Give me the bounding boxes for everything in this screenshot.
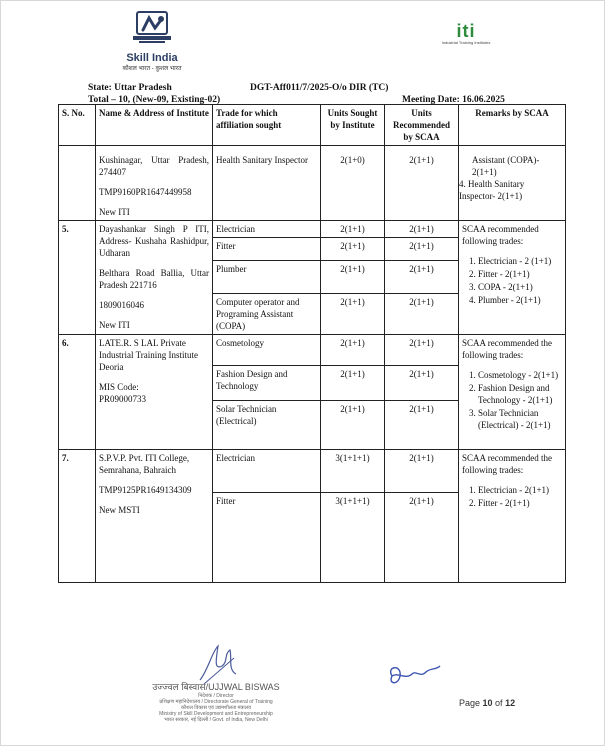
cell-sno: 7. xyxy=(59,450,96,583)
header-sought: Units Sought by Institute xyxy=(321,105,385,146)
skill-india-logo xyxy=(112,10,192,72)
institute-name: S.P.V.P. Pvt. ITI College, Semrahana, Bahraich xyxy=(99,453,190,475)
cell-recommended: 2(1+1) xyxy=(385,238,459,261)
remarks-list xyxy=(462,369,562,431)
cell-recommended: 2(1+1) xyxy=(385,450,459,493)
remarks-intro: SCAA recommended the following trades: xyxy=(462,338,552,360)
remark-item: 4. Plumber - 2(1+1) xyxy=(478,294,562,306)
institute-mis-code: MIS Code: PR09000733 xyxy=(99,382,147,404)
institute-code: TMP9160PR1647449958 xyxy=(99,187,192,197)
institute-address: Belthara Road Ballia, Uttar Pradesh 221716 xyxy=(99,268,209,290)
institute-phone: 1809016046 xyxy=(99,300,144,310)
remark-item: 3. COPA - 2(1+1) xyxy=(478,281,562,293)
cell-sought: 2(1+1) xyxy=(321,221,385,238)
cell-recommended: 2(1+1) xyxy=(385,261,459,294)
cell-sno: 6. xyxy=(59,335,96,450)
cell-sought: 2(1+1) xyxy=(321,401,385,450)
remark-item: 3. Solar Technician (Electrical) - 2(1+1) xyxy=(478,407,562,431)
skill-india-brand: Skill India xyxy=(126,52,178,64)
cell-remarks xyxy=(459,146,566,221)
remarks-list xyxy=(462,484,562,509)
cell-trade: Fashion Design and Technology xyxy=(213,366,321,401)
table-row-6 xyxy=(59,335,566,366)
cell-sno: 5. xyxy=(59,221,96,335)
cell-sought: 2(1+1) xyxy=(321,238,385,261)
page-number: Page 10 of 12 xyxy=(459,698,516,708)
iti-logo xyxy=(431,22,501,45)
cell-trade: Electrician xyxy=(213,450,321,493)
cell-sought: 3(1+1+1) xyxy=(321,493,385,583)
iti-mark: iti xyxy=(456,21,476,41)
document-page xyxy=(4,0,601,744)
signatory-block xyxy=(136,680,296,723)
table-row-continued xyxy=(59,146,566,221)
cell-institute xyxy=(96,146,213,221)
cell-trade: Fitter xyxy=(213,493,321,583)
remark-item: 4. Health Sanitary Inspector- 2(1+1) xyxy=(459,179,525,201)
table-row-7 xyxy=(59,450,566,493)
table-row-5 xyxy=(59,221,566,238)
cell-sought: 3(1+1+1) xyxy=(321,450,385,493)
header-remarks: Remarks by SCAA xyxy=(459,105,566,146)
cell-trade: Computer operator and Programing Assistant (COPA) xyxy=(213,294,321,335)
reference-code: DGT-Aff011/7/2025-O/o DIR (TC) xyxy=(250,83,389,93)
cell-trade: Cosmetology xyxy=(213,335,321,366)
institute-name: Dayashankar Singh P ITI, Address- Kushaha Rashidpur, Udharan xyxy=(99,224,209,258)
cell-sought: 2(1+1) xyxy=(321,261,385,294)
cell-recommended: 2(1+1) xyxy=(385,493,459,583)
cell-sno xyxy=(59,146,96,221)
remark-item: 1. Cosmetology - 2(1+1) xyxy=(478,369,562,381)
cell-sought: 2(1+1) xyxy=(321,294,385,335)
cell-recommended: 2(1+1) xyxy=(385,335,459,366)
signatory-line: Ministry of Skill Development and Entrepreneurship xyxy=(159,711,273,717)
header-sno: S. No. xyxy=(59,105,96,146)
table-header-row xyxy=(59,105,566,146)
institute-type: New MSTI xyxy=(99,505,140,515)
remark-item: 2. Fitter - 2(1+1) xyxy=(478,497,562,509)
cell-recommended: 2(1+1) xyxy=(385,366,459,401)
remark-item: 2. Fashion Design and Technology - 2(1+1) xyxy=(478,382,562,406)
cell-remarks xyxy=(459,221,566,335)
cell-sought: 2(1+1) xyxy=(321,366,385,401)
meeting-date: Meeting Date: 16.06.2025 xyxy=(402,95,505,105)
state-label: State: Uttar Pradesh xyxy=(88,83,172,93)
header-recommended: Units Recommended by SCAA xyxy=(385,105,459,146)
remark-item: 1. Electrician - 2 (1+1) xyxy=(478,255,562,267)
cell-recommended: 2(1+1) xyxy=(385,294,459,335)
cell-remarks xyxy=(459,335,566,450)
cell-institute xyxy=(96,450,213,583)
total-count: Total – 10, (New-09, Existing-02) xyxy=(88,95,221,105)
skill-india-emblem-icon xyxy=(129,10,175,46)
remarks-intro: SCAA recommended the following trades: xyxy=(462,453,552,475)
cell-recommended: 2(1+1) xyxy=(385,146,459,221)
institute-type: New ITI xyxy=(99,320,130,330)
signatory-name: उज्ज्वल बिस्वास/UJJWAL BISWAS xyxy=(152,682,280,692)
affiliation-table xyxy=(58,104,566,583)
signatory-line: कौशल विकास एवं उद्यमशीलता मंत्रालय xyxy=(180,705,252,711)
signatory-designation: निदेशक / Director xyxy=(198,693,234,699)
cell-sought: 2(1+1) xyxy=(321,335,385,366)
cell-trade: Solar Technician (Electrical) xyxy=(213,401,321,450)
cell-remarks xyxy=(459,450,566,583)
cell-trade: Health Sanitary Inspector xyxy=(213,146,321,221)
signatory-line: प्रशिक्षण महानिदेशालय / Directorate General of Training xyxy=(159,699,273,705)
header-trade: Trade for which affiliation sought xyxy=(213,105,321,146)
institute-name: LATE.R. S LAL Private Industrial Training Institute Deoria xyxy=(99,338,198,372)
skill-india-tagline: कौशल भारत - कुशल भारत xyxy=(122,66,182,72)
remarks-list xyxy=(462,255,562,306)
initials-scribble-icon xyxy=(384,662,444,690)
institute-code: TMP9125PR1649134309 xyxy=(99,485,192,495)
cell-trade: Plumber xyxy=(213,261,321,294)
iti-subtitle: Industrial Training Institutes xyxy=(441,40,491,45)
cell-recommended: 2(1+1) xyxy=(385,401,459,450)
cell-institute xyxy=(96,221,213,335)
cell-trade: Fitter xyxy=(213,238,321,261)
remark-continued: Assistant (COPA)- 2(1+1) xyxy=(472,155,540,177)
remarks-intro: SCAA recommended following trades: xyxy=(462,224,539,246)
cell-sought: 2(1+0) xyxy=(321,146,385,221)
cell-recommended: 2(1+1) xyxy=(385,221,459,238)
cell-trade: Electrician xyxy=(213,221,321,238)
institute-address: Kushinagar, Uttar Pradesh, 274407 xyxy=(99,155,209,177)
cell-institute xyxy=(96,335,213,450)
signatory-line: भारत सरकार, नई दिल्ली / Govt. of India, New Delhi xyxy=(164,717,268,723)
institute-type: New ITI xyxy=(99,207,130,217)
remark-item: 2. Fitter - 2(1+1) xyxy=(478,268,562,280)
remark-item: 1. Electrician - 2(1+1) xyxy=(478,484,562,496)
header-name: Name & Address of Institute xyxy=(96,105,213,146)
